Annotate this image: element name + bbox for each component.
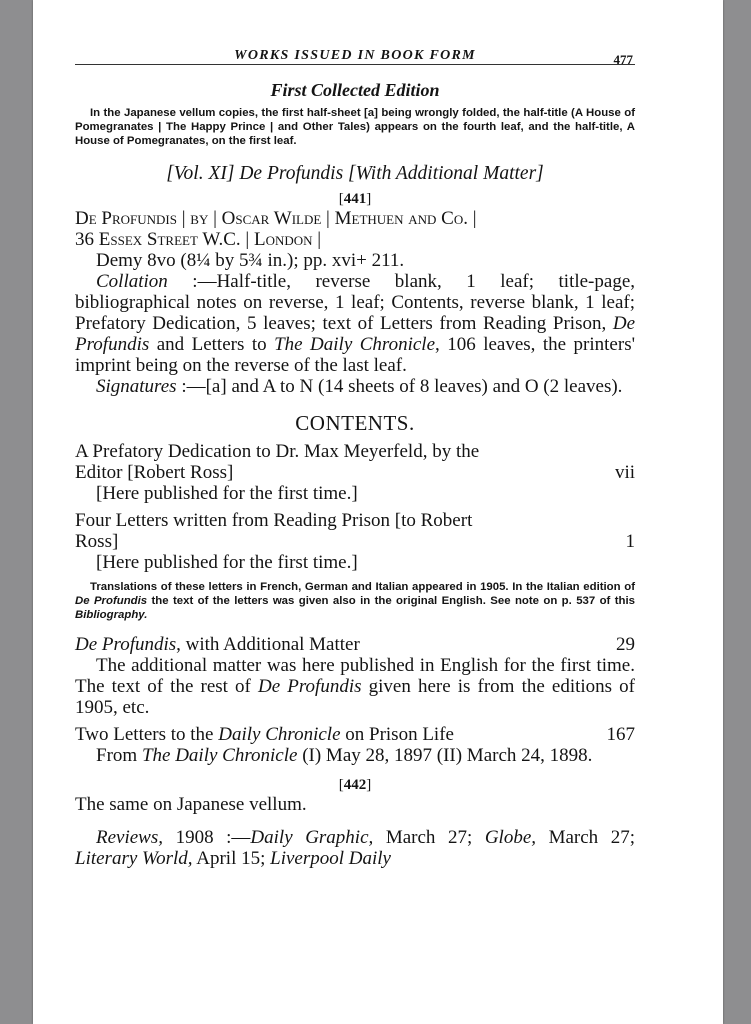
contents-item-de-profundis: De Profundis, with Additional Matter 29 [75, 634, 635, 655]
title-sep-by: | by | [177, 208, 222, 229]
contents-item-dedication [75, 441, 635, 504]
signatures-paragraph: Signatures :—[a] and A to N (14 sheets of 8 leaves) and O (2 leaves). [96, 376, 623, 397]
entry-number-442: [442] [338, 777, 372, 793]
contents-heading: CONTENTS. [295, 411, 415, 435]
contents-item-daily-chronicle-title: Daily Chronicle [218, 724, 341, 745]
reviews-label: Reviews, [96, 827, 164, 848]
running-title: WORKS ISSUED IN BOOK FORM [234, 48, 476, 63]
contents-item-daily-chronicle-page: 167 [606, 724, 635, 745]
title-city-sep: | [312, 229, 322, 250]
contents-item-letters-page: 1 [625, 531, 635, 552]
japanese-vellum-line: The same on Japanese vellum. [75, 794, 307, 815]
book-page [33, 0, 723, 1024]
title-sep-end: | [467, 208, 477, 229]
contents-item-dedication-line2: Editor [Robert Ross] [75, 462, 234, 483]
entry-number-441: [441] [338, 191, 372, 207]
title-word-de-profundis: De Profundis [75, 208, 177, 229]
additional-matter-note: The additional matter was here published in English for the first time. The text of the rest of De Profundis given here is from the editions of 1905, etc. [75, 655, 635, 718]
contents-item-letters [75, 510, 635, 573]
title-author: Oscar Wilde [221, 208, 322, 229]
title-publisher: Methuen and Co. [334, 208, 468, 229]
title-city: London [253, 229, 313, 250]
running-head [75, 40, 635, 65]
contents-item-letters-line1: Four Letters written from Reading Prison [to Robert [75, 510, 473, 531]
collation-paragraph: Collation :—Half-title, reverse blank, 1 leaf; title-page, bibliographical notes on reverse, 1 leaf; Contents, reverse blank, 1 leaf; Prefatory Dedication, 5 leaves; text of Letters from Reading Prison, De Profundis and Letters to The Daily Chronicle, 106 leaves, the printers' imprint being on the reverse of the last leaf. [75, 271, 636, 376]
contents-item-dedication-line1: A Prefatory Dedication to Dr. Max Meyerfeld, by the [75, 441, 480, 462]
translation-note: Translations of these letters in French, German and Italian appeared in 1905. In the Italian edition of De Profundis the text of the letters was given also in the original English. See note on p. 537 of this Bibliography. [75, 581, 635, 621]
title-district: W.C. | [197, 229, 254, 250]
contents-item-de-profundis-title: De Profundis [75, 634, 177, 655]
title-street: Essex Street [98, 229, 198, 250]
section-title: First Collected Edition [270, 80, 440, 100]
contents-item-dedication-page: vii [614, 462, 635, 483]
contents-item-letters-line2: Ross] [75, 531, 119, 552]
format-line: Demy 8vo (8¼ by 5¾ in.); pp. xvi+ 211. [96, 250, 405, 271]
vellum-note: In the Japanese vellum copies, the first half-sheet [a] being wrongly folded, the half-title (A House of Pomegranates | The Happy Prince | and Other Tales) appears on the fourth leaf, and the half-title, A House of Pomegranates, on the first leaf. [75, 107, 635, 147]
daily-chronicle-note: From The Daily Chronicle (I) May 28, 1897 (II) March 24, 1898. [96, 745, 593, 766]
contents-item-daily-chronicle: Two Letters to the Daily Chronicle on Prison Life 167 [75, 724, 635, 745]
volume-heading: [Vol. XI] De Profundis [With Additional Matter] [166, 163, 544, 184]
title-street-number: 36 [75, 229, 99, 250]
contents-item-dedication-note: [Here published for the first time.] [96, 483, 358, 504]
title-page-transcription [75, 208, 635, 250]
collation-label: Collation [96, 271, 168, 292]
page-number: 477 [613, 52, 633, 67]
reviews-paragraph: Reviews, 1908 :—Daily Graphic, March 27; Globe, March 27; Literary World, April 15; Liverpool Daily [75, 827, 635, 869]
contents-item-letters-note: [Here published for the first time.] [96, 552, 358, 573]
page-content [75, 40, 635, 869]
title-sep: | [321, 208, 335, 229]
signatures-label: Signatures [96, 376, 177, 397]
contents-item-de-profundis-page: 29 [616, 634, 635, 655]
